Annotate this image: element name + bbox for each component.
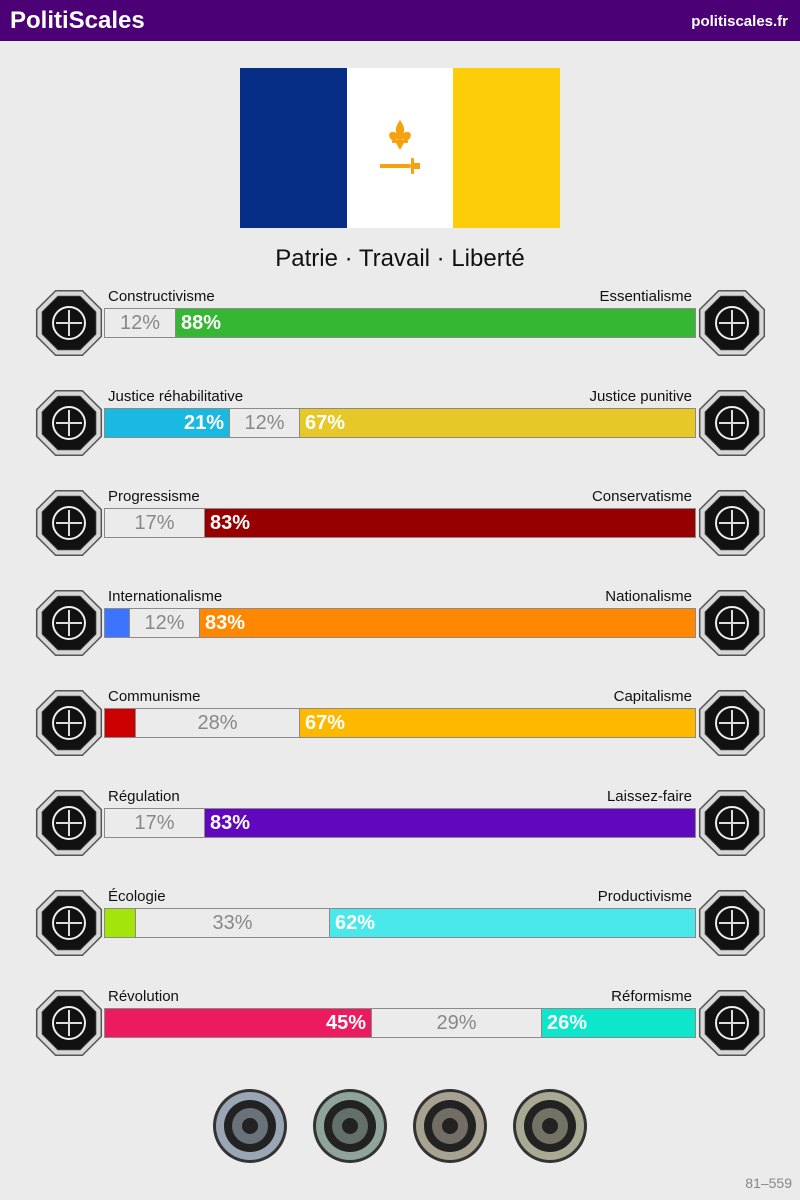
axis-right-segment: 83% bbox=[205, 809, 695, 837]
flag-stripe-blue bbox=[240, 68, 347, 228]
hammer-sickle-icon bbox=[34, 688, 104, 758]
axis-bar bbox=[104, 608, 696, 638]
flag-icon bbox=[697, 588, 767, 658]
axis-right-label: Essentialisme bbox=[599, 288, 692, 305]
axis-left-segment bbox=[105, 609, 129, 637]
axis-bar bbox=[104, 408, 696, 438]
axis-row bbox=[0, 288, 800, 368]
axis-right-segment: 26% bbox=[542, 1009, 695, 1037]
axis-left-label: Révolution bbox=[108, 988, 179, 1005]
axis-right-segment: 62% bbox=[330, 909, 695, 937]
conspiracy-badge-icon[interactable] bbox=[312, 1088, 388, 1164]
axis-right-segment: 67% bbox=[300, 709, 695, 737]
flower-icon bbox=[697, 288, 767, 358]
axis-bar bbox=[104, 308, 696, 338]
axis-bar bbox=[104, 1008, 696, 1038]
brand-title[interactable]: PolitiScales bbox=[10, 7, 145, 34]
axis-neutral-segment: 12% bbox=[105, 309, 176, 337]
pragmatism-badge-icon[interactable] bbox=[212, 1088, 288, 1164]
generated-flag bbox=[240, 68, 560, 228]
axis-row bbox=[0, 788, 800, 868]
axis-row bbox=[0, 388, 800, 468]
axis-bar bbox=[104, 508, 696, 538]
site-link[interactable]: politiscales.fr bbox=[691, 13, 788, 30]
badges-row bbox=[0, 1088, 800, 1164]
axis-left-label: Communisme bbox=[108, 688, 201, 705]
parliament-icon bbox=[697, 988, 767, 1058]
axis-bar bbox=[104, 708, 696, 738]
axis-left-label: Écologie bbox=[108, 888, 166, 905]
axis-left-label: Justice réhabilitative bbox=[108, 388, 244, 405]
axis-neutral-segment: 12% bbox=[129, 609, 200, 637]
header-bar bbox=[0, 0, 800, 41]
axis-neutral-segment: 12% bbox=[229, 409, 300, 437]
monarchist-badge-icon[interactable] bbox=[512, 1088, 588, 1164]
axis-right-segment: 88% bbox=[176, 309, 695, 337]
axis-right-label: Conservatisme bbox=[591, 488, 692, 505]
axis-row bbox=[0, 588, 800, 668]
axis-row bbox=[0, 988, 800, 1068]
axis-bar bbox=[104, 908, 696, 938]
anarchist-compass-badge-icon[interactable] bbox=[412, 1088, 488, 1164]
axis-right-label: Laissez-faire bbox=[606, 788, 692, 805]
leaf-icon bbox=[34, 888, 104, 958]
axis-neutral-segment: 17% bbox=[105, 809, 205, 837]
axis-left-segment: 21% bbox=[105, 409, 229, 437]
butterfly-icon bbox=[697, 788, 767, 858]
axis-row bbox=[0, 488, 800, 568]
fist-icon bbox=[34, 988, 104, 1058]
axis-left-segment bbox=[105, 709, 135, 737]
axis-right-label: Réformisme bbox=[611, 988, 692, 1005]
flag-slogan: Patrie · Travail · Liberté bbox=[275, 245, 525, 272]
rocket-icon bbox=[34, 488, 104, 558]
axis-left-label: Constructivisme bbox=[108, 288, 215, 305]
flag-stripe-yellow bbox=[453, 68, 560, 228]
eye-icon bbox=[34, 288, 104, 358]
axis-right-segment: 83% bbox=[200, 609, 695, 637]
prison-bars-icon bbox=[697, 388, 767, 458]
axis-row bbox=[0, 888, 800, 968]
axis-right-segment: 67% bbox=[300, 409, 695, 437]
axis-left-label: Régulation bbox=[108, 788, 180, 805]
quill-icon bbox=[697, 488, 767, 558]
axis-neutral-segment: 17% bbox=[105, 509, 205, 537]
axis-row bbox=[0, 688, 800, 768]
ruler-compass-icon bbox=[34, 788, 104, 858]
axis-right-label: Nationalisme bbox=[605, 588, 692, 605]
result-id: 81–559 bbox=[745, 1175, 792, 1191]
axis-left-label: Progressisme bbox=[108, 488, 200, 505]
axis-left-segment bbox=[105, 909, 135, 937]
axis-neutral-segment: 33% bbox=[135, 909, 330, 937]
axis-left-label: Internationalisme bbox=[108, 588, 223, 605]
axis-left-segment: 45% bbox=[105, 1009, 371, 1037]
axis-neutral-segment: 29% bbox=[371, 1009, 542, 1037]
axis-right-label: Productivisme bbox=[597, 888, 692, 905]
axis-right-segment: 83% bbox=[205, 509, 695, 537]
gear-icon bbox=[697, 888, 767, 958]
axis-neutral-segment: 28% bbox=[135, 709, 300, 737]
handshake-icon bbox=[34, 388, 104, 458]
axis-bar bbox=[104, 808, 696, 838]
fleur-de-lis-sword-icon bbox=[380, 120, 420, 186]
axis-right-label: Justice punitive bbox=[589, 388, 692, 405]
axis-right-label: Capitalisme bbox=[613, 688, 692, 705]
money-bag-icon bbox=[697, 688, 767, 758]
globe-icon bbox=[34, 588, 104, 658]
